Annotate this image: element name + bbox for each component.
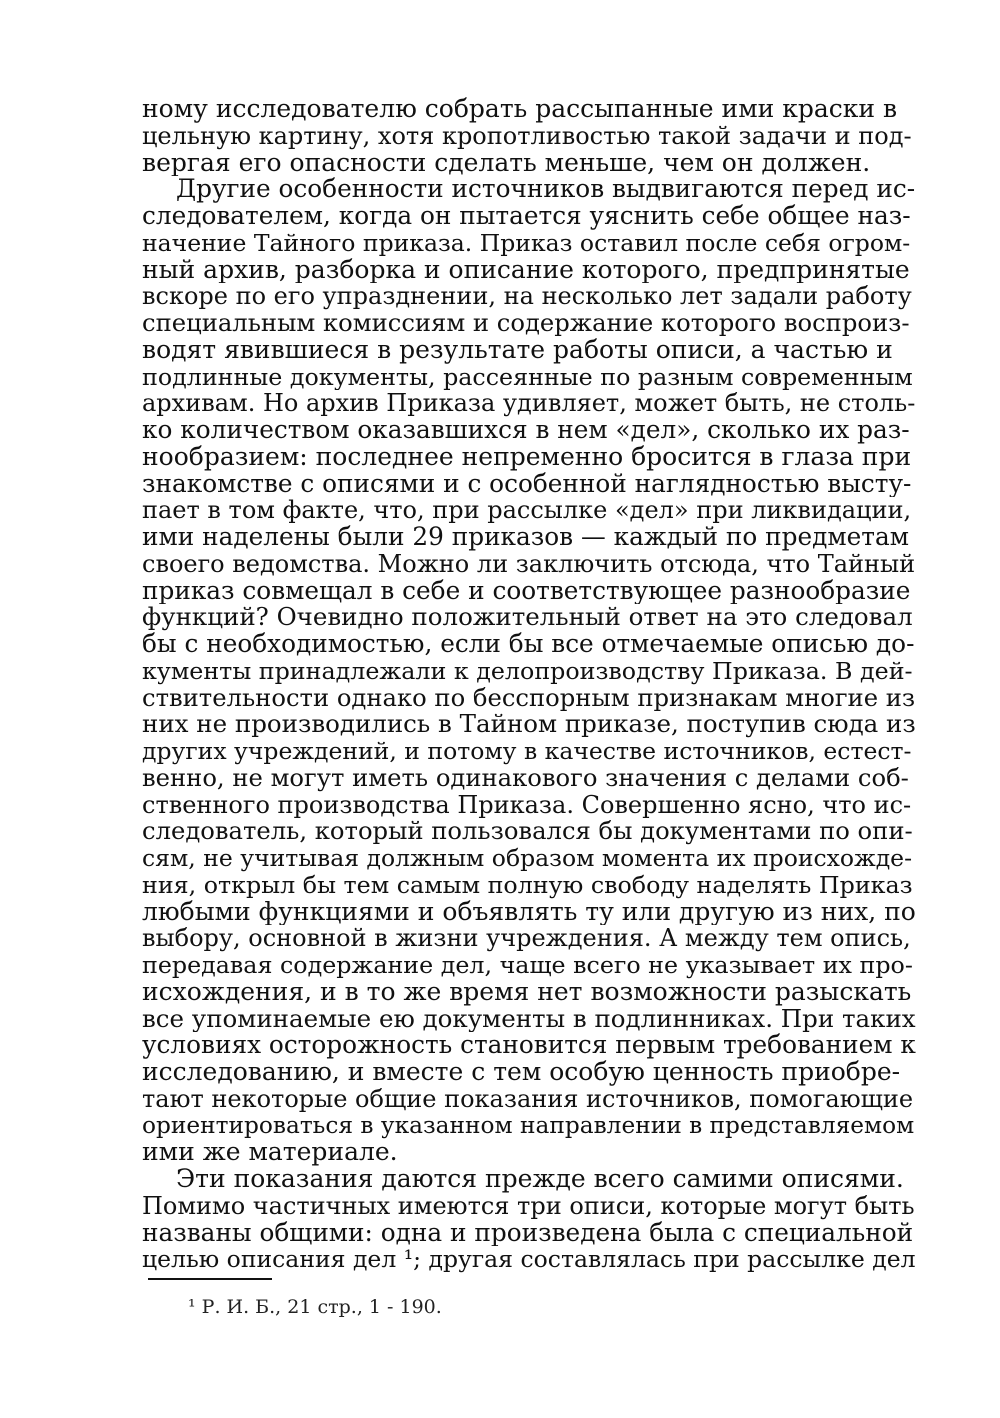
text-line: них не производились в Тайном приказе, поступив сюда из [142, 711, 916, 738]
text-line: исследованию, и вместе с тем особую ценность приобре- [142, 1059, 901, 1086]
text-line: следователь, который пользовался бы документами по опи- [142, 818, 913, 845]
text-line: Помимо частичных имеются три описи, которые могут быть [142, 1192, 915, 1220]
text-line: Эти показания даются прежде всего самими описями. [176, 1166, 904, 1193]
text-line: передавая содержание дел, чаще всего не указывает их про- [142, 952, 913, 979]
text-line: нообразием: последнее непременно бросится в глаза при [142, 443, 912, 471]
text-line: специальным комиссиям и содержание которого воспроиз- [142, 310, 910, 337]
text-line: названы общими: одна и произведена была с специальной [142, 1219, 914, 1247]
text-line: цельную картину, хотя кропотливостью такой задачи и под- [142, 122, 912, 150]
text-line: ному исследователю собрать рассыпанные ими краски в [142, 96, 898, 123]
text-line: архивам. Но архив Приказа удивляет, может быть, не столь- [142, 390, 916, 417]
text-line: бы с необходимостью, если бы все отмечаемые описью до- [142, 631, 915, 658]
footnote: ¹ Р. И. Б., 21 стр., 1 - 190. [188, 1296, 442, 1318]
text-line: своего ведомства. Можно ли заключить отсюда, что Тайный [142, 550, 916, 578]
text-line: других учреждений, и потому в качестве источников, естест- [142, 738, 912, 765]
text-line: выбору, основной в жизни учреждения. А между тем опись, [142, 925, 911, 952]
text-line: вергая его опасности сделать меньше, чем он должен. [142, 149, 871, 177]
text-line: ный архив, разборка и описание которого, предпринятые [142, 256, 910, 284]
text-line: ими же материале. [142, 1139, 398, 1166]
text-line: любыми функциями и объявлять ту или другую из них, по [142, 898, 916, 926]
text-line: кументы принадлежали к делопроизводству Приказа. В дей- [142, 657, 913, 685]
text-line: все упоминаемые ею документы в подлинниках. При таких [142, 1005, 916, 1033]
text-line: ствительности однако по бесспорным признакам многие из [142, 684, 916, 712]
footnote-divider [148, 1278, 272, 1280]
text-line: ориентироваться в указанном направлении в представляемом [142, 1112, 915, 1139]
text-line: пает в том факте, что, при рассылке «дел» при ликвидации, [142, 497, 912, 524]
text-line: сям, не учитывая должным образом момента их происхожде- [142, 845, 913, 872]
text-line: следователем, когда он пытается уяснить себе общее наз- [142, 203, 911, 230]
text-line: функций? Очевидно положительный ответ на это следовал [142, 604, 913, 631]
text-line: целью описания дел ¹; другая составлялась при рассылке дел [142, 1246, 916, 1273]
text-line: Другие особенности источников выдвигаются перед ис- [176, 176, 916, 203]
text-line: ственного производства Приказа. Совершенно ясно, что ис- [142, 791, 912, 819]
text-line: тают некоторые общие показания источников, помогающие [142, 1085, 914, 1113]
text-line: знакомстве с описями и с особенной наглядностью высту- [142, 470, 912, 498]
text-line: водят явившиеся в результате работы описи, а частью и [142, 336, 893, 364]
text-line: ния, открыл бы тем самым полную свободу наделять Приказ [142, 871, 913, 899]
text-line: условиях осторожность становится первым требованием к [142, 1032, 916, 1059]
text-line: ими наделены были 29 приказов — каждый по предметам [142, 524, 909, 551]
body-text [142, 96, 916, 1273]
text-line: венно, не могут иметь одинакового значения с делами соб- [142, 764, 909, 792]
text-line: исхождения, и в то же время нет возможности разыскать [142, 978, 912, 1006]
text-line: приказ совмещал в себе и соответствующее разнообразие [142, 577, 911, 605]
text-line: подлинные документы, рассеянные по разным современным [142, 363, 913, 391]
text-line: вскоре по его упразднении, на несколько лет задали работу [142, 283, 912, 310]
text-line: начение Тайного приказа. Приказ оставил после себя огром- [142, 229, 911, 257]
text-line: ко количеством оказавшихся в нем «дел», сколько их раз- [142, 417, 910, 444]
